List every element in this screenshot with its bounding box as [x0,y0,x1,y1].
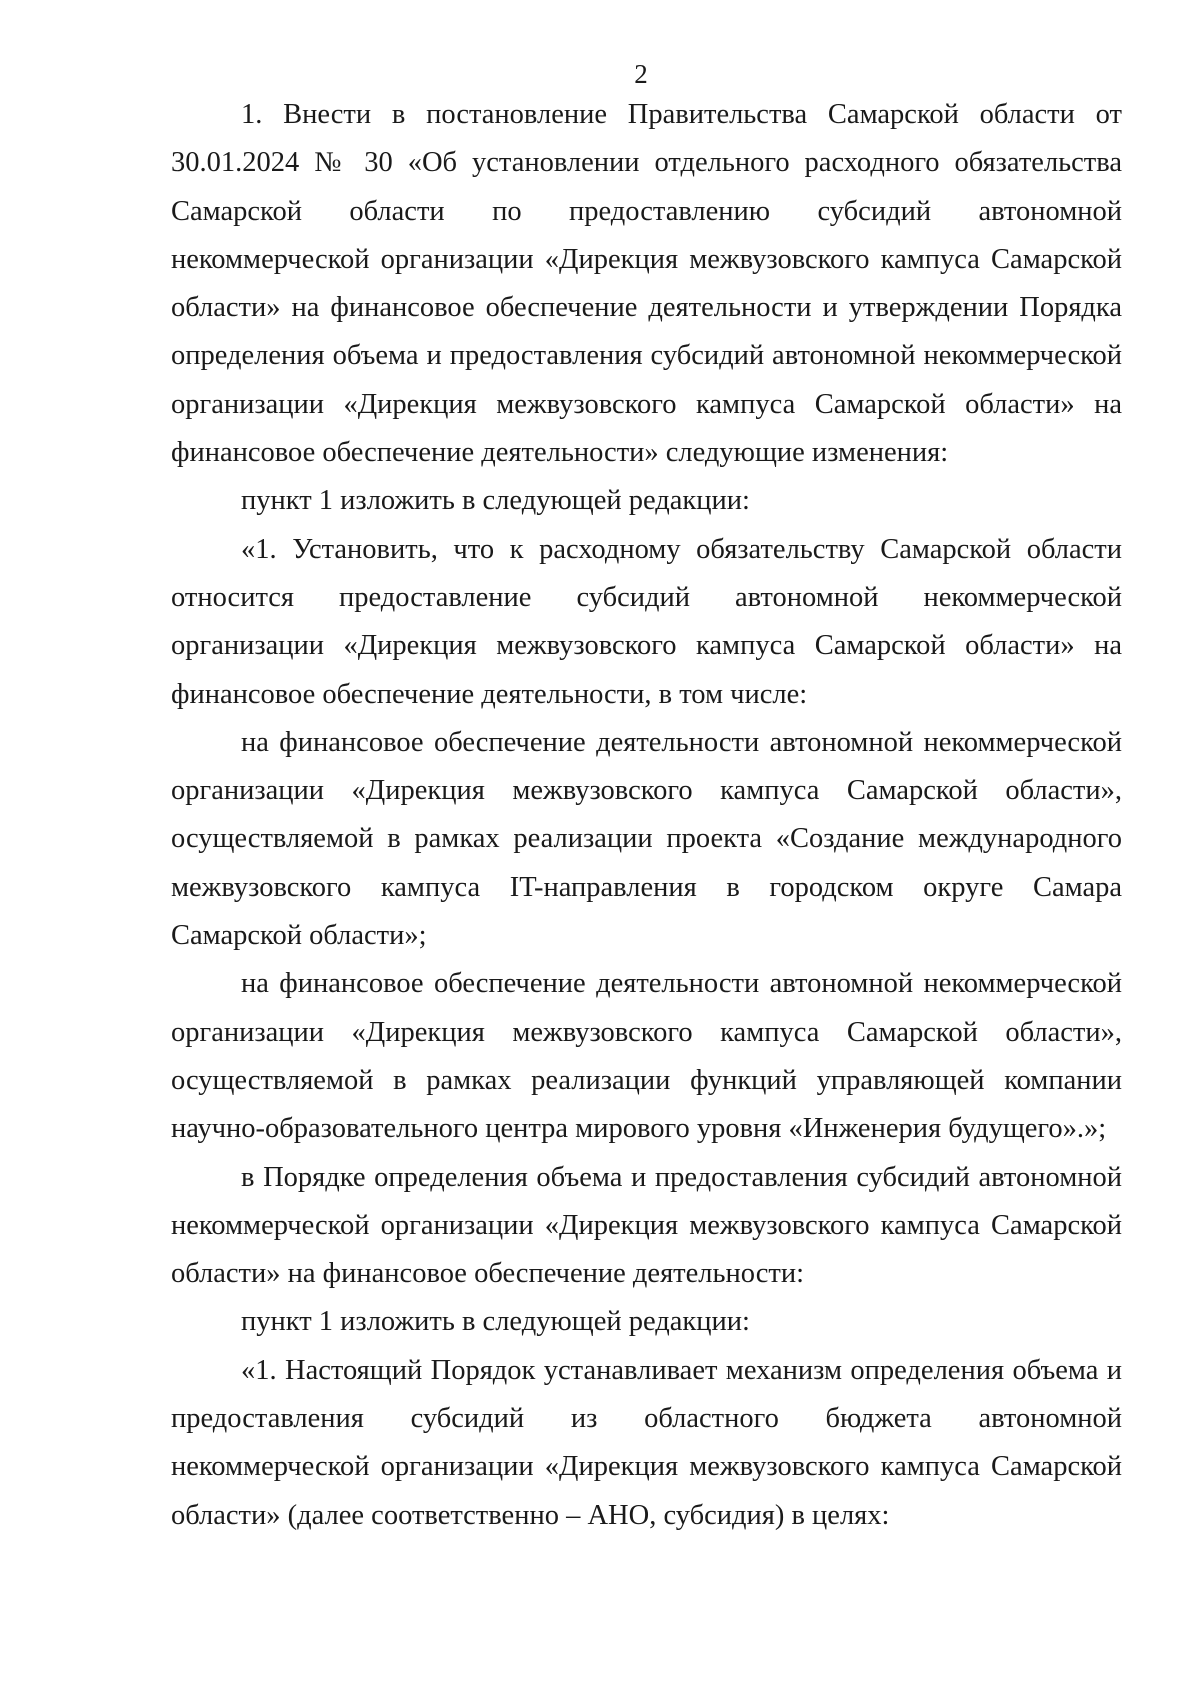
paragraph-management-company: на финансовое обеспечение деятельности автономной некоммерческой организации «Дирекция межвузовского кампуса Самарской области», осуществляемой в рамках реализации функций управляющей компании научно-образовательного центра мирового уровня «Инженерия будущего».»; [171,968,1122,1145]
paragraph-point-1-intro-2: пункт 1 изложить в следующей редакции: [241,1306,750,1338]
paragraph-procedure-amendment: в Порядке определения объема и предоставления субсидий автономной некоммерческой организации «Дирекция межвузовского кампуса Самарской области» на финансовое обеспечение деятельности: [171,1161,1122,1290]
page-number: 2 [634,59,648,89]
paragraph-point-1-intro: пункт 1 изложить в следующей редакции: [241,485,750,517]
paragraph-campus-project: на финансовое обеспечение деятельности автономной некоммерческой организации «Дирекция межвузовского кампуса Самарской области», осуществляемой в рамках реализации проекта «Создание международного межвузовского кампуса IT-направления в городском округе Самара Самарской области»; [171,726,1122,952]
paragraph-new-point-1: «1. Установить, что к расходному обязательству Самарской области относится предоставление субсидий автономной некоммерческой организации «Дирекция межвузовского кампуса Самарской области» на финансовое обеспечение деятельности, в том числе: [171,533,1122,710]
paragraph-amend-resolution: 1. Внести в постановление Правительства Самарской области от 30.01.2024 № 30 «Об установлении отдельного расходного обязательства Самарской области по предоставлению субсидий автономной некоммерческой организации «Дирекция межвузовского кампуса Самарской области» на финансовое обеспечение деятельности и утверждении Порядка определения объема и предоставления субсидий автономной некоммерческой организации «Дирекция межвузовского кампуса Самарской области» на финансовое обеспечение деятельности» следующие изменения: [171,99,1122,469]
document-body [171,91,1122,1540]
paragraph-procedure-point-1: «1. Настоящий Порядок устанавливает механизм определения объема и предоставления субсидий из областного бюджета автономной некоммерческой организации «Дирекция межвузовского кампуса Самарской области» (далее соответственно – АНО, субсидия) в целях: [171,1354,1122,1531]
